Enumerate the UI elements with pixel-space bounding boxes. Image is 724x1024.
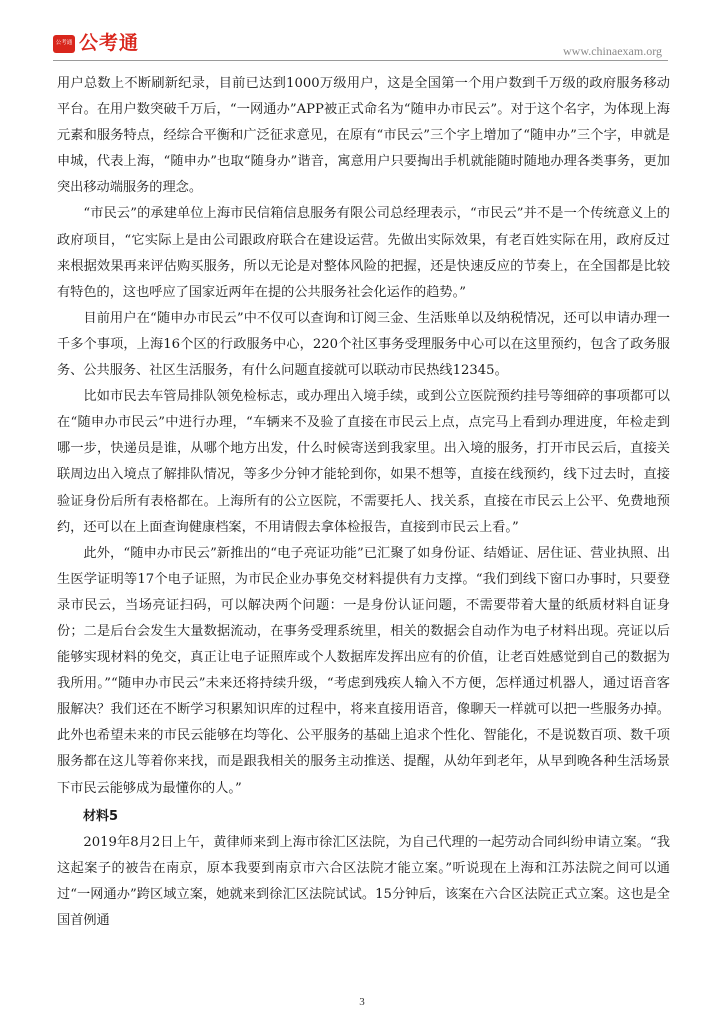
paragraph-3: 目前用户在“随申办市民云”中不仅可以查询和订阅三金、生活账单以及纳税情况，还可以申请办理一千多个事项，上海16个区的行政服务中心，220个社区事务受理服务中心可以在这里预约，包含了政务服务、公共服务、社区生活服务，有什么问题直接就可以联动市民热线12345。 (57, 310, 670, 379)
logo-badge-icon: 公考通 (53, 35, 75, 53)
material-title: 材料5 (83, 808, 119, 824)
document-body (57, 71, 670, 934)
page-header (0, 0, 724, 62)
brand-logo[interactable] (53, 34, 139, 53)
paragraph-4: 比如市民去车管局排队领免检标志，或办理出入境手续，或到公立医院预约挂号等细碎的事项都可以在“随申办市民云”中进行办理，“车辆来不及验了直接在市民云上点，点完马上看到办理进度，年检走到哪一步，快递员是谁，从哪个地方出发，什么时候寄送到我家里。出入境的服务，打开市民云后，直接关联周边出入境点了解排队情况，等多少分钟才能轮到你，如果不想等，直接在线预约，线下过去时，直接验证身份后所有表格都在。上海所有的公立医院，不需要托人、找关系，直接在市民云上公平、免费地预约，还可以在上面查询健康档案，不用请假去拿体检报告，直接到市民云上看。” (57, 389, 670, 535)
material-paragraph: 2019年8月2日上午，黄律师来到上海市徐汇区法院，为自己代理的一起劳动合同纠纷申请立案。“我这起案子的被告在南京，原本我要到南京市六合区法院才能立案。”听说现在上海和江苏法院之间可以通过“一网通办”跨区域立案，她就来到徐汇区法院试试。15分钟后，该案在六合区法院正式立案。这也是全国首例通 (57, 834, 670, 928)
paragraph-2: “市民云”的承建单位上海市民信箱信息服务有限公司总经理表示，“市民云”并不是一个传统意义上的政府项目，“它实际上是由公司跟政府联合在建设运营。先做出实际效果，有老百姓实际在用，政府反过来根据效果再来评估购买服务，所以无论是对整体风险的把握，还是快速反应的节奏上，在全国都是比较有特色的，这也呼应了国家近两年在提的公共服务社会化运作的趋势。” (57, 206, 670, 300)
page-number: 3 (359, 996, 365, 1008)
header-divider (53, 60, 668, 61)
site-url[interactable]: www.chinaexam.org (563, 44, 662, 58)
logo-text: 公考通 (79, 32, 140, 54)
paragraph-1: 用户总数上不断刷新纪录，目前已达到1000万级用户，这是全国第一个用户数到千万级的政府服务移动平台。在用户数突破千万后，“一网通办”APP被正式命名为“随申办市民云”。对于这个名字，为体现上海元素和服务特点，经综合平衡和广泛征求意见，在原有“市民云”三个字上增加了“随申办”三个字，申就是申城，代表上海，“随申办”也取“随身办”谐音，寓意用户只要掏出手机就能随时随地办理各类事务，更加突出移动端服务的理念。 (57, 76, 670, 196)
paragraph-5: 此外，“随申办市民云”新推出的“电子亮证功能”已汇聚了如身份证、结婚证、居住证、营业执照、出生医学证明等17个电子证照，为市民企业办事免交材料提供有力支撑。“我们到线下窗口办事时，只要登录市民云，当场亮证扫码，可以解决两个问题：一是身份认证问题，不需要带着大量的纸质材料自证身份；二是后台会发生大量数据流动，在事务受理系统里，相关的数据会自动作为电子材料出现。亮证以后能够实现材料的免交，真正让电子证照库或个人数据库发挥出应有的价值，让老百姓感觉到自己的数据为我所用。”“随申办市民云”未来还将持续升级，“考虑到残疾人输入不方便，怎样通过机器人，通过语音客服解决？我们还在不断学习积累知识库的过程中，将来直接用语音，像聊天一样就可以把一些服务办掉。此外也希望未来的市民云能够在均等化、公平服务的基础上追求个性化、智能化，不是说数百项、数千项服务都在这儿等着你来找，而是跟我相关的服务主动推送、提醒，从幼年到老年，从早到晚各种生活场景下市民云能够成为最懂你的人。” (57, 545, 670, 796)
